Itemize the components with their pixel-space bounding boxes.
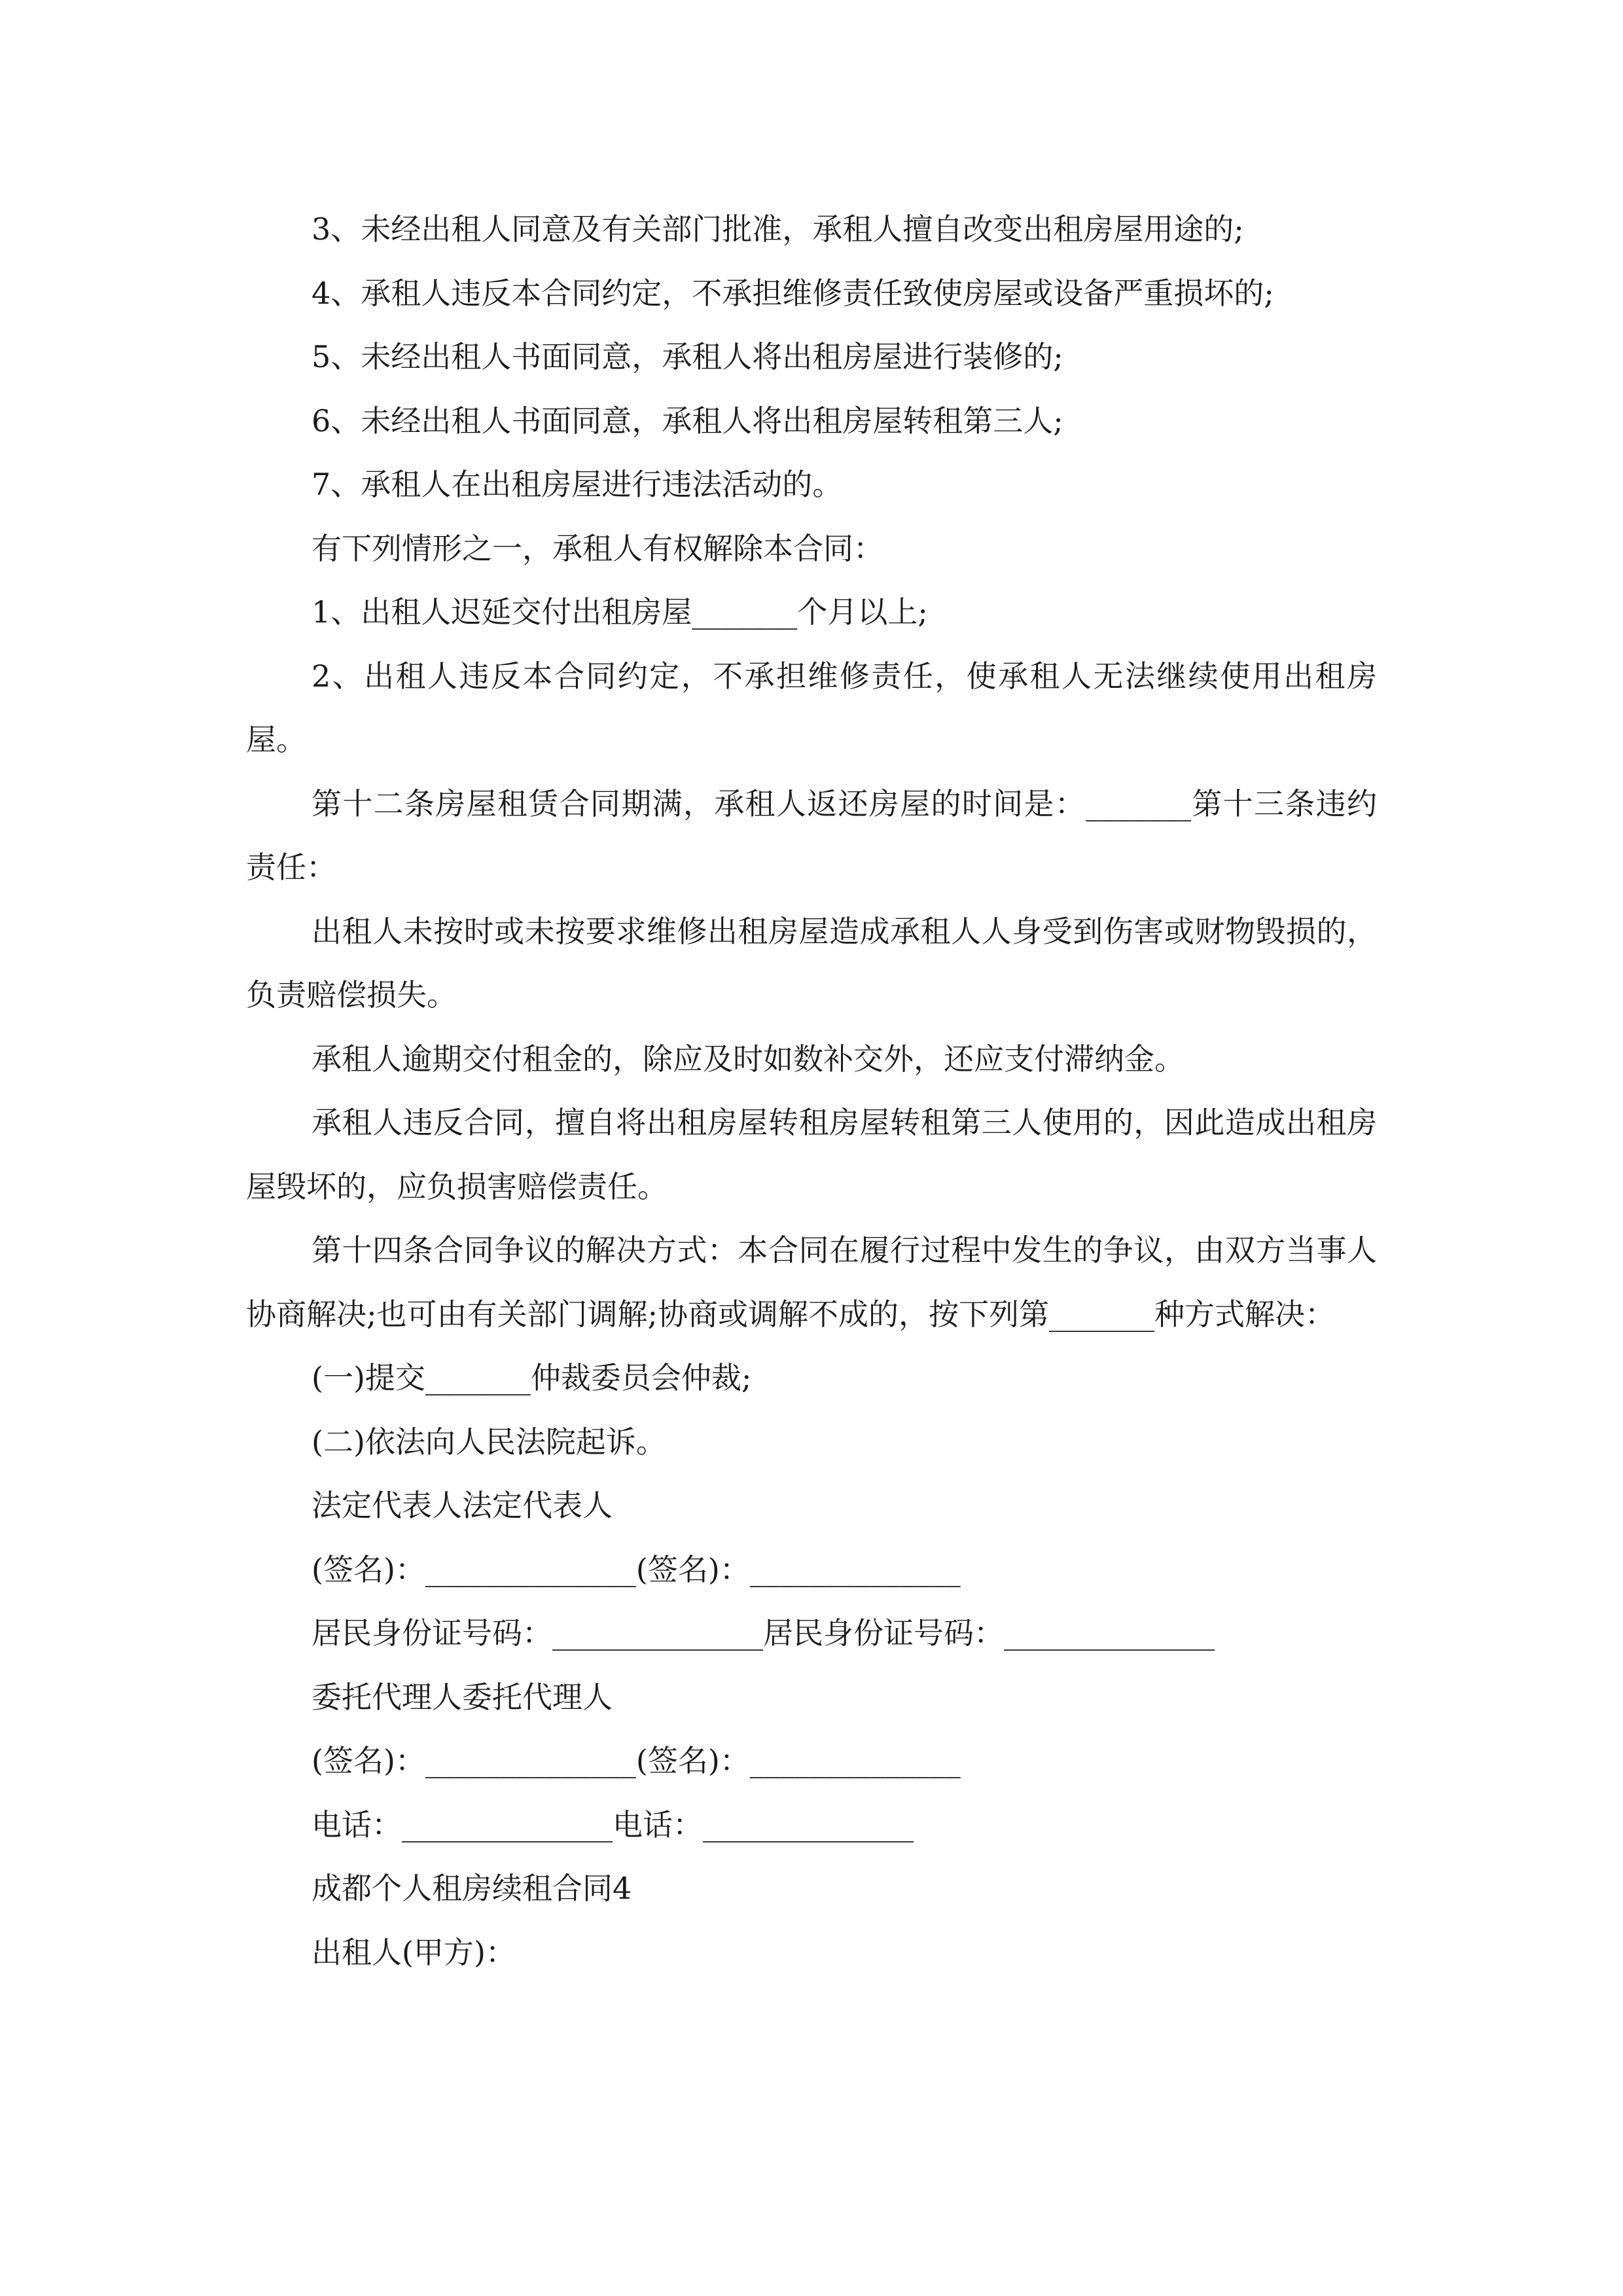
tenant-clause-1-delay: 1、出租人迟延交付出租房屋_______个月以上; (312, 594, 928, 630)
liability-late-rent: 承租人逾期交付租金的，除应及时如数补交外，还应支付滞纳金。 (312, 1041, 1185, 1077)
liability-sublet-damage: 承租人违反合同，擅自将出租房屋转租房屋转租第三人使用的，因此造成出租房屋毁坏的，应负损害赔偿责任。 (246, 1105, 1377, 1204)
dispute-option-arbitration: (一)提交_______仲裁委员会仲裁; (312, 1360, 752, 1395)
clause-6-sublet: 6、未经出租人书面同意，承租人将出租房屋转租第三人; (312, 403, 1063, 439)
phone-line: 电话：______________电话：______________ (312, 1806, 914, 1842)
id-number-line: 居民身份证号码：______________居民身份证号码：______________ (312, 1615, 1215, 1651)
liability-landlord-repair: 出租人未按时或未按要求维修出租房屋造成承租人人身受到伤害或财物毁损的，负责赔偿损失。 (246, 913, 1377, 1013)
clause-5-renovation: 5、未经出租人书面同意，承租人将出租房屋进行装修的; (312, 339, 1063, 374)
signature-line-1: (签名)：______________(签名)：______________ (312, 1551, 961, 1587)
agent-label: 委托代理人委托代理人 (312, 1679, 613, 1715)
clause-3-change-use: 3、未经出租人同意及有关部门批准，承租人擅自改变出租房屋用途的; (312, 211, 1244, 247)
article-12-return-time: 第十二条房屋租赁合同期满，承租人返还房屋的时间是：_______第十三条违约责任： (246, 785, 1377, 885)
lessor-party-a: 出租人(甲方)： (312, 1934, 516, 1970)
document-body (246, 198, 1377, 1984)
contract-4-title: 成都个人租房续租合同4 (312, 1871, 632, 1906)
clause-7-illegal-activity: 7、承租人在出租房屋进行违法活动的。 (312, 467, 843, 502)
tenant-clause-2-maintenance: 2、出租人违反本合同约定，不承担维修责任，使承租人无法继续使用出租房屋。 (246, 658, 1377, 757)
legal-representative-label: 法定代表人法定代表人 (312, 1488, 613, 1523)
clause-4-damage: 4、承租人违反本合同约定，不承担维修责任致使房屋或设备严重损坏的; (312, 275, 1274, 311)
article-14-dispute-resolution: 第十四条合同争议的解决方式：本合同在履行过程中发生的争议，由双方当事人协商解决;也可由有关部门调解;协商或调解不成的，按下列第_______种方式解决： (246, 1232, 1377, 1332)
dispute-option-court: (二)依法向人民法院起诉。 (312, 1424, 666, 1460)
tenant-termination-heading: 有下列情形之一，承租人有权解除本合同： (312, 530, 883, 566)
signature-line-2: (签名)：______________(签名)：______________ (312, 1743, 961, 1778)
